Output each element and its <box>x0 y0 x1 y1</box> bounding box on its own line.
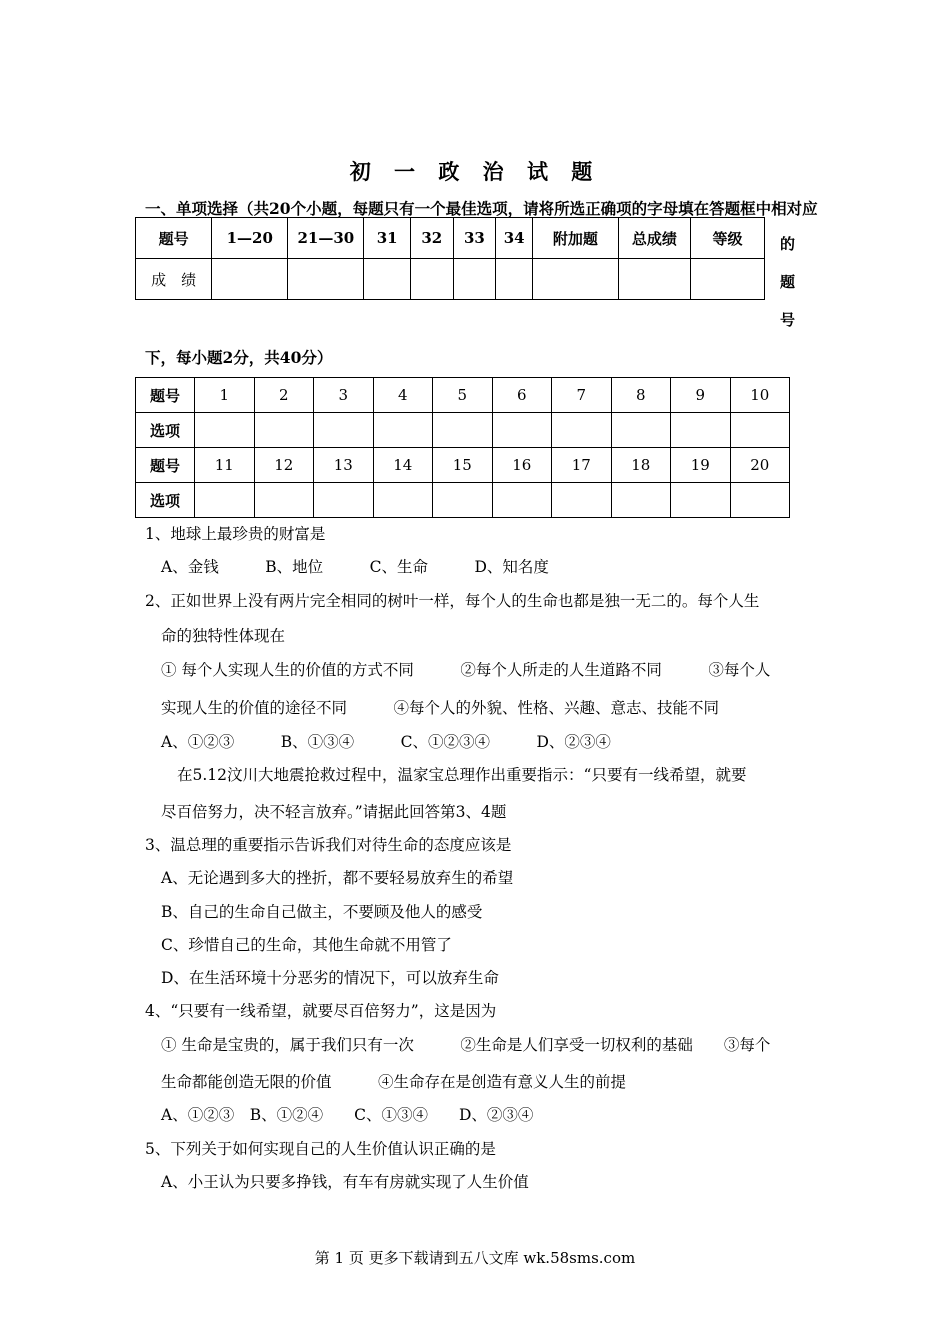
answer-cell[interactable] <box>254 413 314 448</box>
question-5-option-a: A、小王认为只要多挣钱，有车有房就实现了人生价值 <box>161 1173 529 1191</box>
score-cell[interactable] <box>453 259 496 300</box>
answer-cell[interactable] <box>552 483 612 518</box>
score-cell[interactable] <box>496 259 533 300</box>
question-number: 18 <box>611 448 671 483</box>
question-4: 4、“只要有一线希望，就要尽百倍努力”，这是因为 <box>145 1002 497 1020</box>
score-header-cell: 题号 <box>136 218 212 259</box>
question-1-options: A、金钱 B、地位 C、生命 D、知名度 <box>161 558 549 576</box>
answer-cell[interactable] <box>314 483 374 518</box>
score-cell[interactable] <box>288 259 364 300</box>
section1-side-char: 的 <box>780 235 796 253</box>
answer-row-label: 题号 <box>136 378 195 413</box>
answer-cell[interactable] <box>671 483 731 518</box>
score-row-label: 成 绩 <box>136 259 212 300</box>
question-2-cont: 命的独特性体现在 <box>161 627 286 645</box>
answer-cell[interactable] <box>671 413 731 448</box>
score-cell[interactable] <box>533 259 619 300</box>
score-header-cell: 21—30 <box>288 218 364 259</box>
score-cell[interactable] <box>212 259 288 300</box>
answer-cell[interactable] <box>314 413 374 448</box>
question-number: 11 <box>195 448 255 483</box>
score-header-cell: 总成绩 <box>618 218 690 259</box>
answer-row-label: 题号 <box>136 448 195 483</box>
answer-cell[interactable] <box>552 413 612 448</box>
section1-heading: 一、单项选择（共20个小题，每题只有一个最佳选项，请将所选正确项的字母填在答题框中相对应 <box>145 199 818 218</box>
answer-cell[interactable] <box>195 483 255 518</box>
question-2-statements-cont: 实现人生的价值的途径不同 ④每个人的外貌、性格、兴趣、意志、技能不同 <box>161 699 720 717</box>
answer-cell[interactable] <box>492 483 552 518</box>
section1-tail: 下，每小题2分，共40分） <box>145 348 333 367</box>
question-number: 12 <box>254 448 314 483</box>
question-3: 3、温总理的重要指示告诉我们对待生命的态度应该是 <box>145 836 512 854</box>
score-cell[interactable] <box>364 259 411 300</box>
question-number: 8 <box>611 378 671 413</box>
question-number: 16 <box>492 448 552 483</box>
score-header-cell: 等级 <box>690 218 764 259</box>
score-header-cell: 32 <box>410 218 453 259</box>
question-number: 1 <box>195 378 255 413</box>
question-number: 15 <box>433 448 493 483</box>
answer-cell[interactable] <box>492 413 552 448</box>
score-cell[interactable] <box>690 259 764 300</box>
question-number: 13 <box>314 448 374 483</box>
question-number: 3 <box>314 378 374 413</box>
score-header-cell: 附加题 <box>533 218 619 259</box>
question-3-option-c: C、珍惜自己的生命，其他生命就不用管了 <box>161 936 452 954</box>
question-number: 9 <box>671 378 731 413</box>
question-3-option-d: D、在生活环境十分恶劣的情况下，可以放弃生命 <box>161 969 499 987</box>
question-number: 17 <box>552 448 612 483</box>
question-3-option-b: B、自己的生命自己做主，不要顾及他人的感受 <box>161 903 483 921</box>
page-title: 初 一 政 治 试 题 <box>349 159 601 184</box>
answer-cell[interactable] <box>195 413 255 448</box>
question-2-options: A、①②③ B、①③④ C、①②③④ D、②③④ <box>161 733 611 751</box>
question-number: 5 <box>433 378 493 413</box>
page-footer: 第 1 页 更多下载请到五八文库 wk.58sms.com <box>314 1249 636 1267</box>
question-3-option-a: A、无论遇到多大的挫折，都不要轻易放弃生的希望 <box>161 869 514 887</box>
passage-cont: 尽百倍努力，决不轻言放弃。”请据此回答第3、4题 <box>161 803 507 821</box>
score-header-cell: 31 <box>364 218 411 259</box>
score-cell[interactable] <box>410 259 453 300</box>
question-5: 5、下列关于如何实现自己的人生价值认识正确的是 <box>145 1140 496 1158</box>
score-header-cell: 33 <box>453 218 496 259</box>
answer-row-label: 选项 <box>136 483 195 518</box>
answer-row-label: 选项 <box>136 413 195 448</box>
question-number: 2 <box>254 378 314 413</box>
question-number: 19 <box>671 448 731 483</box>
answer-table <box>135 377 790 518</box>
answer-cell[interactable] <box>433 413 493 448</box>
question-2: 2、正如世界上没有两片完全相同的树叶一样，每个人的生命也都是独一无二的。每个人生 <box>145 592 760 610</box>
question-2-statements: ① 每个人实现人生的价值的方式不同 ②每个人所走的人生道路不同 ③每个人 <box>161 661 771 679</box>
question-number: 10 <box>730 378 790 413</box>
question-number: 4 <box>373 378 433 413</box>
question-4-options: A、①②③ B、①②④ C、①③④ D、②③④ <box>161 1106 534 1124</box>
passage: 在5.12汶川大地震抢救过程中，温家宝总理作出重要指示：“只要有一线希望，就要 <box>177 766 747 784</box>
answer-cell[interactable] <box>611 483 671 518</box>
question-number: 7 <box>552 378 612 413</box>
score-cell[interactable] <box>618 259 690 300</box>
answer-cell[interactable] <box>373 413 433 448</box>
question-4-statements: ① 生命是宝贵的，属于我们只有一次 ②生命是人们享受一切权利的基础 ③每个 <box>161 1036 771 1054</box>
answer-cell[interactable] <box>254 483 314 518</box>
answer-cell[interactable] <box>433 483 493 518</box>
answer-cell[interactable] <box>730 483 790 518</box>
answer-cell[interactable] <box>611 413 671 448</box>
question-number: 20 <box>730 448 790 483</box>
section1-side-char: 号 <box>780 311 796 329</box>
score-table <box>135 217 765 300</box>
score-header-cell: 1—20 <box>212 218 288 259</box>
score-header-cell: 34 <box>496 218 533 259</box>
section1-side-char: 题 <box>780 273 796 291</box>
answer-cell[interactable] <box>373 483 433 518</box>
question-number: 6 <box>492 378 552 413</box>
question-number: 14 <box>373 448 433 483</box>
question-4-statements-cont: 生命都能创造无限的价值 ④生命存在是创造有意义人生的前提 <box>161 1073 627 1091</box>
question-1: 1、地球上最珍贵的财富是 <box>145 525 326 543</box>
answer-cell[interactable] <box>730 413 790 448</box>
